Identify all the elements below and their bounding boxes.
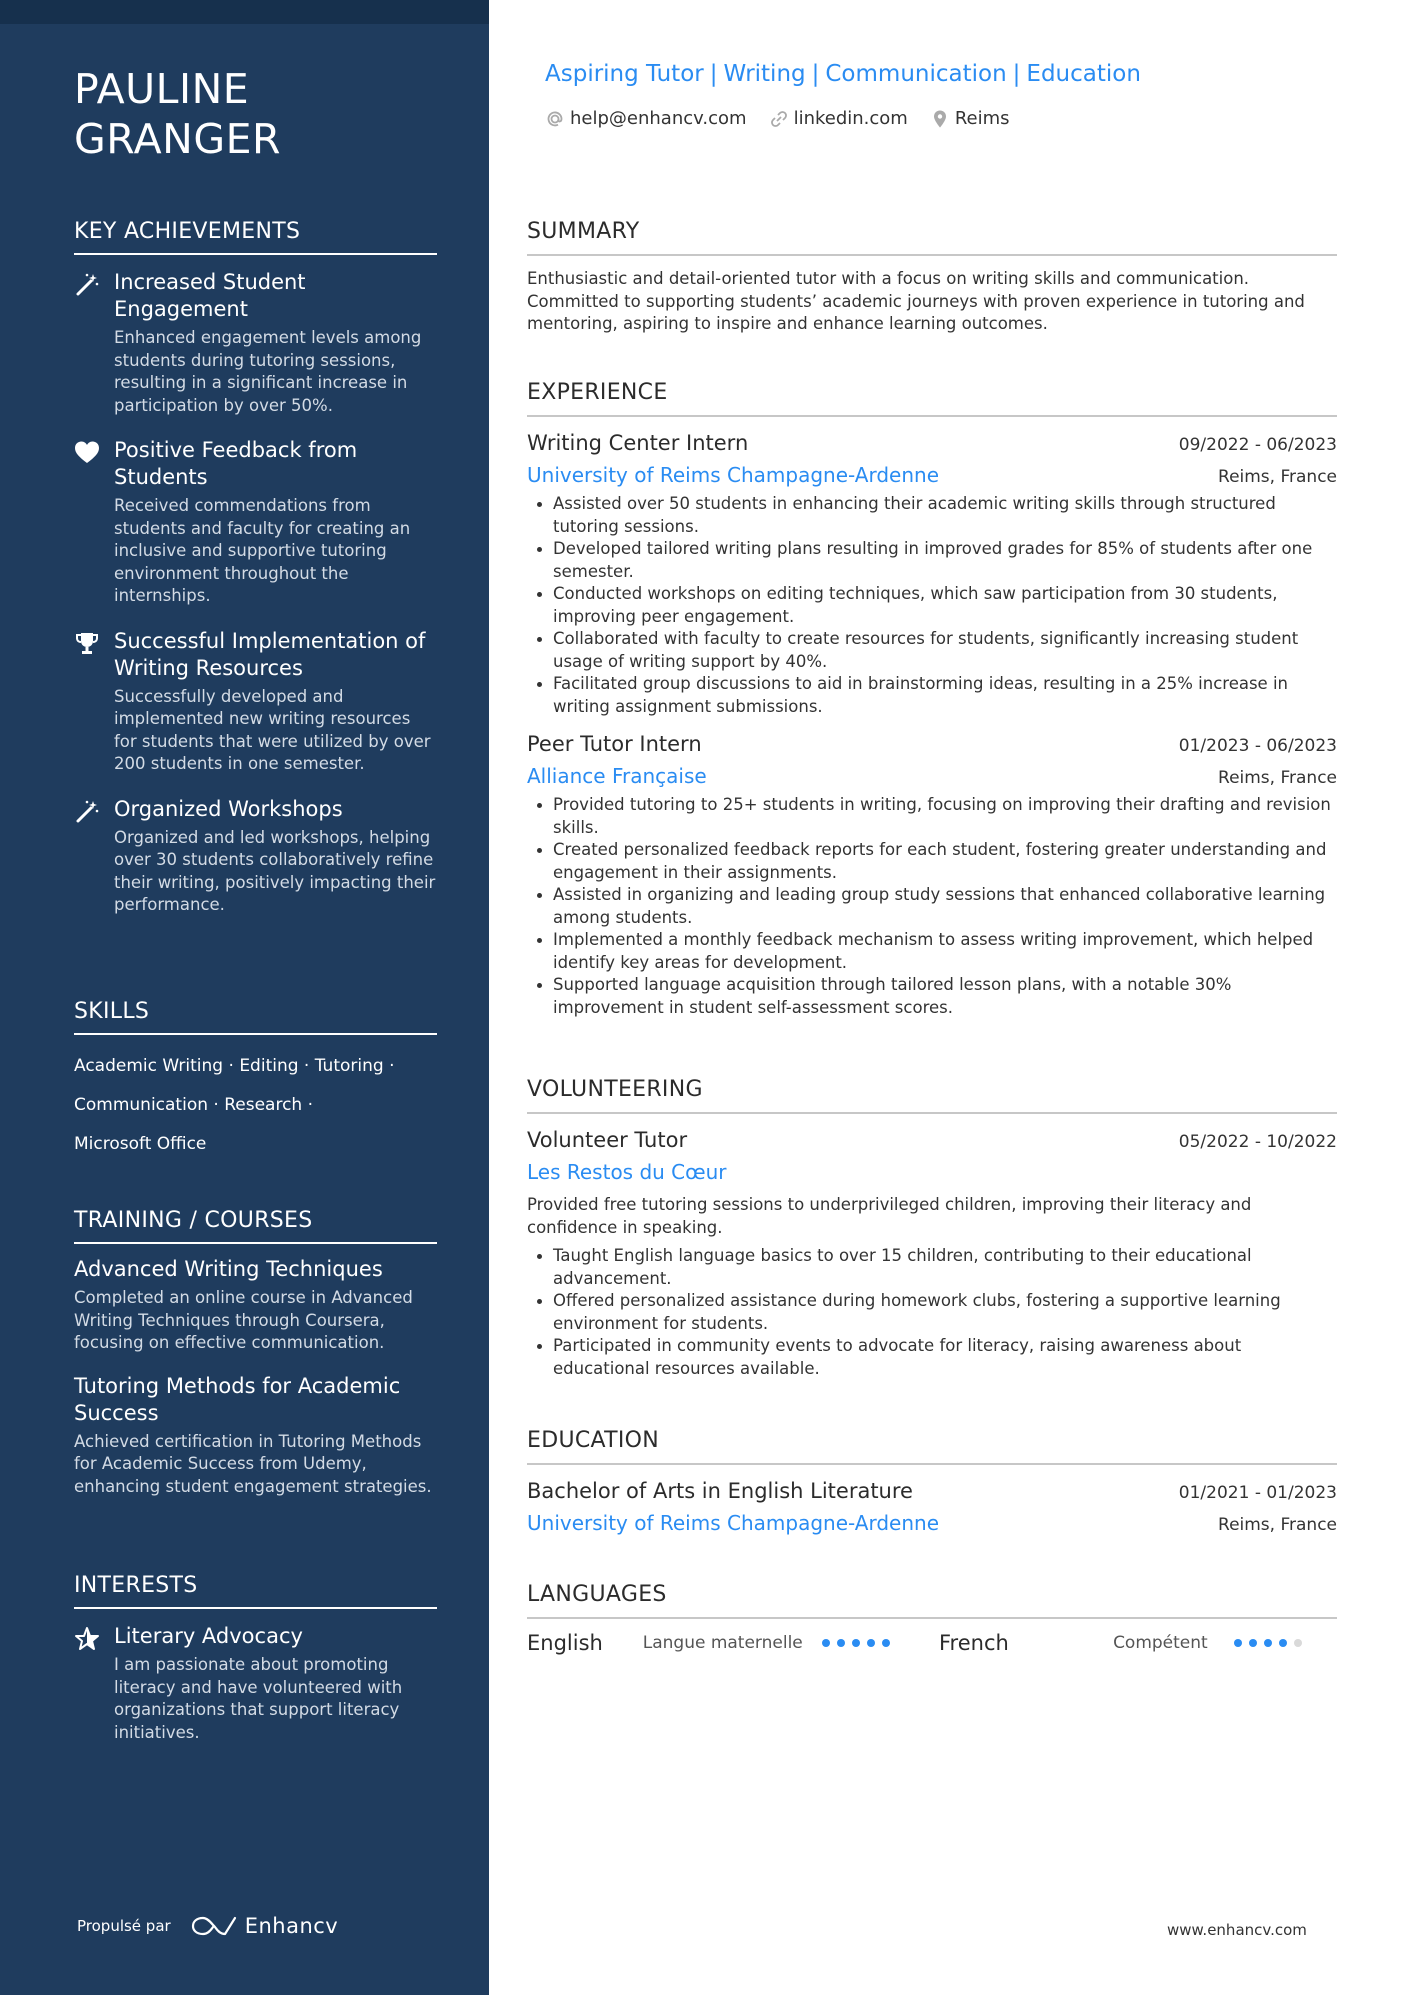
rating-dot-filled xyxy=(837,1639,845,1647)
job-bullets xyxy=(527,493,1337,718)
bullet-item: Facilitated group discussions to aid in brainstorming ideas, resulting in a 25% increase in writing assignment submissions. xyxy=(527,673,1337,718)
job-dates: 01/2023 - 06/2023 xyxy=(1178,736,1337,756)
link-icon xyxy=(769,109,789,129)
job-bullets xyxy=(527,794,1337,1019)
skill-item: Research xyxy=(224,1095,303,1115)
rating-dot-filled xyxy=(1279,1639,1287,1647)
achievement-desc: Successfully developed and implemented new writing resources for students that were utilized by over 200 students in one semester. xyxy=(114,686,431,773)
skill-item: Communication xyxy=(74,1095,208,1115)
bullet-item: Developed tailored writing plans resulting in improved grades for 85% of students after one semester. xyxy=(527,538,1337,583)
headline-item: Education xyxy=(1026,61,1141,87)
magic-wand-icon xyxy=(74,272,100,298)
bullet-item: Conducted workshops on editing techniques, which saw participation from 30 students, improving peer engagement. xyxy=(527,583,1337,628)
languages-title: LANGUAGES xyxy=(527,1581,1337,1619)
job-role: Peer Tutor Intern xyxy=(527,732,702,756)
education-dates: 01/2021 - 01/2023 xyxy=(1178,1483,1337,1503)
enhancv-logo[interactable] xyxy=(191,1914,339,1938)
linkedin-text: linkedin.com xyxy=(793,108,908,129)
contact-email[interactable] xyxy=(545,108,747,129)
language-rating xyxy=(822,1639,926,1647)
bullet-item: Taught English language basics to over 15 children, contributing to their educational advancement. xyxy=(527,1245,1337,1290)
job-location: Reims, France xyxy=(1218,768,1337,788)
bullet-item: Offered personalized assistance during homework clubs, fostering a supportive learning environment for students. xyxy=(527,1290,1337,1335)
course-desc: Completed an online course in Advanced Writing Techniques through Coursera, focusing on effective communication. xyxy=(74,1288,413,1352)
sidebar xyxy=(0,0,489,1995)
education-degree: Bachelor of Arts in English Literature xyxy=(527,1479,913,1503)
rating-dot-filled xyxy=(852,1639,860,1647)
education-location: Reims, France xyxy=(1218,1515,1337,1535)
achievement-desc: Enhanced engagement levels among students during tutoring sessions, resulting in a significant increase in participation by over 50%. xyxy=(114,328,422,415)
education-section xyxy=(527,1427,1337,1535)
achievement-item xyxy=(74,437,437,608)
headline-separator: | xyxy=(709,61,718,87)
skills-list: Academic Writing · Editing · Tutoring · Communication · Research · Microsoft Office xyxy=(74,1056,395,1154)
brand-name: Enhancv xyxy=(244,1914,339,1938)
volunteer-role: Volunteer Tutor xyxy=(527,1128,688,1152)
bullet-item: Provided tutoring to 25+ students in writing, focusing on improving their drafting and revision skills. xyxy=(527,794,1337,839)
powered-label: Propulsé par xyxy=(77,1917,171,1935)
interest-desc: I am passionate about promoting literacy and have volunteered with organizations that support literacy initiatives. xyxy=(114,1655,403,1742)
interests-section xyxy=(74,1572,437,1744)
volunteer-organization: Les Restos du Cœur xyxy=(527,1160,727,1184)
rating-dot-filled xyxy=(1234,1639,1242,1647)
bullet-item: Assisted in organizing and leading group study sessions that enhanced collaborative learning among students. xyxy=(527,884,1337,929)
location-pin-icon xyxy=(930,109,950,129)
candidate-name: PAULINE GRANGER xyxy=(74,65,281,163)
enhancv-logo-icon xyxy=(191,1914,237,1938)
language-rating xyxy=(1234,1639,1338,1647)
course-title: Tutoring Methods for Academic Success xyxy=(74,1373,401,1425)
job-organization: University of Reims Champagne-Ardenne xyxy=(527,463,939,487)
achievement-title: Successful Implementation of Writing Resources xyxy=(114,628,426,680)
summary-section xyxy=(527,218,1337,336)
training-title: TRAINING / COURSES xyxy=(74,1207,437,1244)
language-level: Compétent xyxy=(1113,1633,1208,1653)
experience-title: EXPERIENCE xyxy=(527,379,1337,417)
achievement-desc: Organized and led workshops, helping over 30 students collaboratively refine their writing, positively impacting their performance. xyxy=(114,827,436,914)
rating-dot-filled xyxy=(822,1639,830,1647)
achievement-title: Increased Student Engagement xyxy=(114,270,306,321)
skill-item: Academic Writing xyxy=(74,1056,224,1076)
skills-title: SKILLS xyxy=(74,998,437,1035)
achievement-item xyxy=(74,269,437,417)
achievement-desc: Received commendations from students and faculty for creating an inclusive and supportive tutoring environment throughout the internships. xyxy=(114,496,411,605)
contact-linkedin[interactable] xyxy=(769,108,908,129)
email-text: help@enhancv.com xyxy=(570,108,747,129)
interest-item xyxy=(74,1623,437,1744)
headline-separator: | xyxy=(811,61,820,87)
volunteer-dates: 05/2022 - 10/2022 xyxy=(1178,1132,1337,1152)
job-organization: Alliance Française xyxy=(527,764,707,788)
key-achievements-section xyxy=(74,218,437,917)
bullet-item: Assisted over 50 students in enhancing their academic writing skills through structured tutoring sessions. xyxy=(527,493,1337,538)
skill-item: Tutoring xyxy=(314,1056,384,1076)
skills-section xyxy=(74,998,437,1164)
contact-bar xyxy=(545,108,1032,129)
languages-section xyxy=(527,1581,1337,1655)
at-icon xyxy=(545,109,565,129)
headline-item: Communication xyxy=(825,61,1007,87)
skill-item: Microsoft Office xyxy=(74,1134,207,1154)
achievement-item xyxy=(74,796,437,917)
education-title: EDUCATION xyxy=(527,1427,1337,1465)
language-name: English xyxy=(527,1631,603,1655)
powered-by xyxy=(77,1914,338,1938)
interest-title: Literary Advocacy xyxy=(114,1624,303,1648)
rating-dot-filled xyxy=(1264,1639,1272,1647)
rating-dot-filled xyxy=(882,1639,890,1647)
achievement-item xyxy=(74,628,437,776)
headline-item: Writing xyxy=(723,61,806,87)
bullet-item: Supported language acquisition through tailored lesson plans, with a notable 30% improvement in student self-assessment scores. xyxy=(527,974,1337,1019)
headline-separator: | xyxy=(1012,61,1021,87)
language-level: Langue maternelle xyxy=(642,1633,803,1653)
job-role: Writing Center Intern xyxy=(527,431,749,455)
volunteering-section xyxy=(527,1076,1337,1380)
bullet-item: Participated in community events to advocate for literacy, raising awareness about educational resources available. xyxy=(527,1335,1337,1380)
headline xyxy=(545,61,1141,87)
job-dates: 09/2022 - 06/2023 xyxy=(1178,435,1337,455)
sidebar-top-strip xyxy=(0,0,489,24)
achievement-title: Organized Workshops xyxy=(114,796,343,821)
bullet-item: Created personalized feedback reports for each student, fostering greater understanding and engagement in their assignments. xyxy=(527,839,1337,884)
star-icon xyxy=(74,1626,100,1652)
course-title: Advanced Writing Techniques xyxy=(74,1257,383,1281)
magic-wand-icon xyxy=(74,799,100,825)
achievement-title: Positive Feedback from Students xyxy=(114,438,358,489)
footer-url[interactable]: www.enhancv.com xyxy=(1167,1921,1307,1939)
location-text: Reims xyxy=(954,108,1010,129)
contact-location xyxy=(930,108,1010,129)
rating-dot-filled xyxy=(867,1639,875,1647)
key-achievements-title: KEY ACHIEVEMENTS xyxy=(74,218,437,255)
headline-item: Aspiring Tutor xyxy=(545,61,704,87)
experience-section xyxy=(527,379,1337,1019)
job-entry xyxy=(527,431,1337,718)
education-institution: University of Reims Champagne-Ardenne xyxy=(527,1511,939,1535)
skill-item: Editing xyxy=(239,1056,299,1076)
summary-title: SUMMARY xyxy=(527,218,1337,256)
language-name: French xyxy=(939,1631,1009,1655)
training-section xyxy=(74,1207,437,1498)
bullet-item: Implemented a monthly feedback mechanism to assess writing improvement, which helped identify key areas for development. xyxy=(527,929,1337,974)
rating-dot-empty xyxy=(1294,1639,1302,1647)
rating-dot-filled xyxy=(1249,1639,1257,1647)
interests-title: INTERESTS xyxy=(74,1572,437,1609)
volunteer-desc: Provided free tutoring sessions to underprivileged children, improving their literacy and confidence in speaking. xyxy=(527,1195,1252,1237)
trophy-icon xyxy=(74,631,100,657)
volunteer-bullets xyxy=(527,1245,1337,1380)
summary-text: Enthusiastic and detail-oriented tutor with a focus on writing skills and communication. Committed to supporting students’ academic journeys with proven experience in tutoring and mentoring, aspiring to inspire and enhance learning outcomes. xyxy=(527,269,1305,333)
languages-row xyxy=(527,1631,1337,1655)
heart-icon xyxy=(74,440,100,466)
job-entry xyxy=(527,732,1337,1019)
bullet-item: Collaborated with faculty to create resources for students, significantly increasing student usage of writing support by 40%. xyxy=(527,628,1337,673)
volunteering-title: VOLUNTEERING xyxy=(527,1076,1337,1114)
job-location: Reims, France xyxy=(1218,467,1337,487)
course-desc: Achieved certification in Tutoring Methods for Academic Success from Udemy, enhancing student engagement strategies. xyxy=(74,1431,432,1496)
